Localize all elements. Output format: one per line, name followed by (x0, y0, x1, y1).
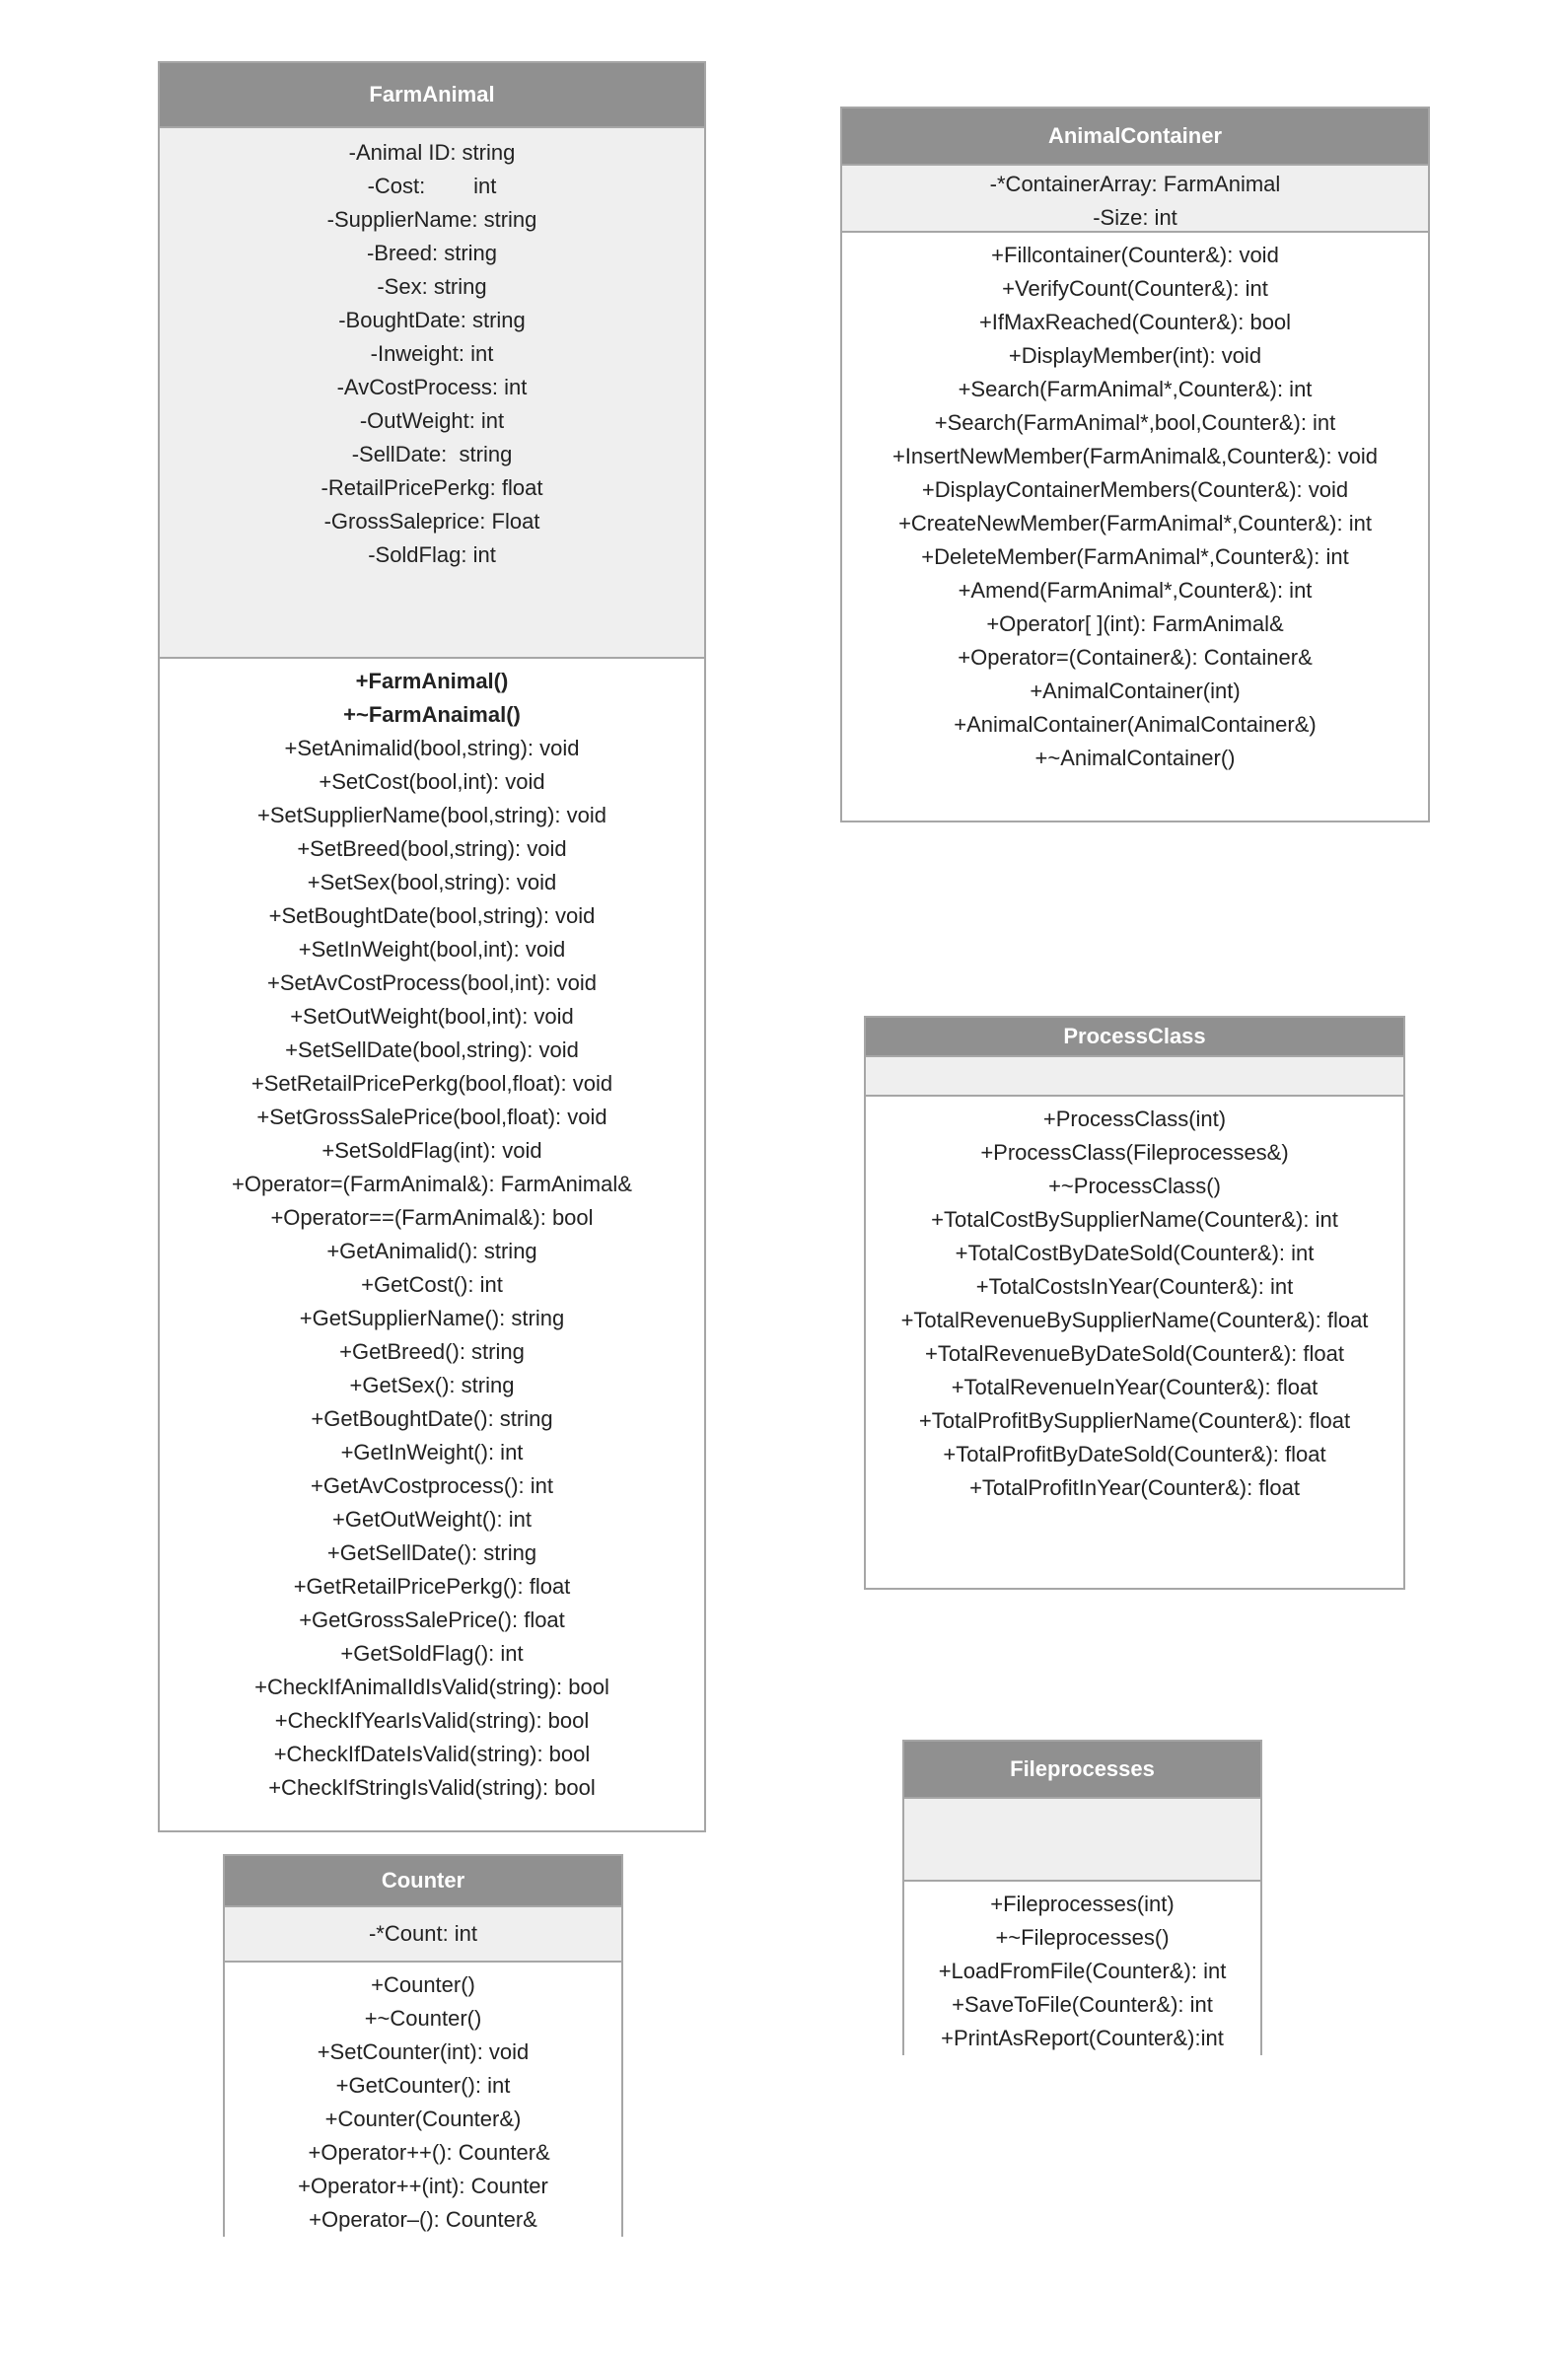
class-name: Fileprocesses (1010, 1756, 1155, 1781)
method-line: +SetInWeight(bool,int): void (298, 937, 566, 962)
method-line: +AnimalContainer(AnimalContainer&) (954, 712, 1317, 737)
attributes-compartment (160, 128, 704, 659)
method-line: +SetSex(bool,string): void (307, 870, 557, 894)
method-line: +TotalProfitBySupplierName(Counter&): float (918, 1408, 1351, 1433)
attribute-line: -*Count: int (368, 1921, 478, 1946)
method-line: +GetAvCostprocess(): int (311, 1473, 553, 1498)
method-line: +GetSex(): string (349, 1373, 515, 1397)
attribute-line: -*ContainerArray: FarmAnimal (989, 172, 1281, 196)
methods-compartment (842, 233, 1428, 775)
class-header (842, 108, 1428, 166)
attribute-line: -GrossSaleprice: Float (323, 509, 540, 534)
method-line: +Operator==(FarmAnimal&): bool (270, 1205, 594, 1230)
method-line: +CheckIfDateIsValid(string): bool (273, 1742, 591, 1766)
class-header (866, 1018, 1403, 1057)
method-line: +TotalCostsInYear(Counter&): int (975, 1274, 1294, 1299)
method-line: +SetOutWeight(bool,int): void (290, 1004, 574, 1029)
method-line: +CheckIfStringIsValid(string): bool (268, 1775, 596, 1800)
class-name: FarmAnimal (369, 82, 495, 107)
method-line: +SetAnimalid(bool,string): void (284, 736, 580, 760)
method-line: +CreateNewMember(FarmAnimal*,Counter&): int (898, 511, 1372, 536)
class-fileprocesses (902, 1740, 1262, 2055)
method-line: +Operator=(FarmAnimal&): FarmAnimal& (232, 1172, 632, 1196)
methods-compartment (160, 659, 704, 1805)
method-line: +GetBoughtDate(): string (311, 1406, 553, 1431)
class-process-class (864, 1016, 1405, 1590)
method-line: +Operator++(): Counter& (296, 2140, 550, 2165)
method-line: +SetAvCostProcess(bool,int): void (266, 970, 598, 995)
method-line: +SetRetailPricePerkg(bool,float): void (250, 1071, 613, 1096)
attributes-compartment (842, 166, 1428, 233)
method-line: +GetSupplierName(): string (299, 1306, 565, 1330)
method-line: +InsertNewMember(FarmAnimal&,Counter&): void (891, 444, 1379, 468)
method-line: +PrintAsReport(Counter&):int (941, 2026, 1224, 2050)
method-line: +Amend(FarmAnimal*,Counter&): int (958, 578, 1313, 603)
method-line: +GetSellDate(): string (326, 1540, 537, 1565)
method-line: +Counter() (371, 1972, 475, 1997)
attribute-line: -Breed: string (366, 241, 498, 265)
method-line: +GetOutWeight(): int (332, 1507, 532, 1532)
method-line: +~AnimalContainer() (1034, 746, 1236, 770)
method-line: +SetGrossSalePrice(bool,float): void (256, 1105, 607, 1129)
method-line: +TotalRevenueBySupplierName(Counter&): float (900, 1308, 1369, 1332)
method-line: +GetAnimalid(): string (326, 1239, 537, 1263)
method-line: +TotalCostByDateSold(Counter&): int (955, 1241, 1315, 1265)
attribute-line: -SellDate: string (351, 442, 513, 466)
attribute-line: -SupplierName: string (326, 207, 537, 232)
method-line: +TotalCostBySupplierName(Counter&): int (931, 1207, 1338, 1232)
attribute-line: -Animal ID: string (348, 140, 516, 165)
class-farm-animal (158, 61, 706, 1832)
attribute-line: -Inweight: int (370, 341, 494, 366)
methods-compartment (225, 1963, 621, 2237)
method-line: +GetGrossSalePrice(): float (299, 1608, 565, 1632)
attribute-line: -SoldFlag: int (368, 542, 496, 567)
method-line: +SetBoughtDate(bool,string): void (268, 903, 596, 928)
method-line: +GetBreed(): string (339, 1339, 525, 1364)
attribute-line: -RetailPricePerkg: float (321, 475, 543, 500)
method-line: +VerifyCount(Counter&): int (1002, 276, 1268, 301)
attributes-compartment (225, 1907, 621, 1963)
method-line: +AnimalContainer(int) (1030, 679, 1241, 703)
method-line: +~Fileprocesses() (995, 1925, 1170, 1950)
class-animal-container (840, 107, 1430, 822)
method-line: +SetCost(bool,int): void (319, 769, 545, 794)
attribute-line: -Sex: string (377, 274, 487, 299)
class-counter (223, 1854, 623, 2237)
method-line: +ProcessClass(int) (1042, 1107, 1227, 1131)
method-line: +Operator++(int): Counter (298, 2174, 548, 2198)
method-line: +Fileprocesses(int) (990, 1892, 1175, 1916)
method-line: +~Counter() (364, 2006, 482, 2031)
method-line: +TotalProfitByDateSold(Counter&): float (943, 1442, 1326, 1466)
method-line: +DisplayContainerMembers(Counter&): void (921, 477, 1349, 502)
method-line: +DisplayMember(int): void (1008, 343, 1262, 368)
method-line: +CheckIfAnimalIdIsValid(string): bool (254, 1675, 609, 1699)
method-line: +DeleteMember(FarmAnimal*,Counter&): int (921, 544, 1349, 569)
method-line: +IfMaxReached(Counter&): bool (978, 310, 1292, 334)
method-line: +ProcessClass(Fileprocesses&) (980, 1140, 1289, 1165)
method-line: +Operator=(Container&): Container& (958, 645, 1313, 670)
attribute-line: -OutWeight: int (359, 408, 505, 433)
class-name: Counter (381, 1868, 465, 1893)
method-line: +GetRetailPricePerkg(): float (293, 1574, 571, 1599)
class-header (225, 1856, 621, 1907)
method-line: +GetCounter(): int (335, 2073, 511, 2098)
method-line: +LoadFromFile(Counter&): int (938, 1959, 1227, 1983)
attribute-line: -AvCostProcess: int (336, 375, 528, 399)
attributes-compartment (904, 1799, 1260, 1882)
method-line: +SetCounter(int): void (317, 2039, 530, 2064)
method-line: +Search(FarmAnimal*,Counter&): int (958, 377, 1313, 401)
method-line: +Operator[ ](int): FarmAnimal& (986, 611, 1284, 636)
class-name: AnimalContainer (1047, 123, 1223, 148)
method-line: +Operator–(): Counter& (309, 2207, 537, 2232)
method-line: +Fillcontainer(Counter&): void (991, 243, 1279, 267)
attribute-line: -Cost: int (367, 174, 497, 198)
class-header (904, 1742, 1260, 1799)
method-line: +SetSupplierName(bool,string): void (256, 803, 606, 827)
method-line: +~ProcessClass() (1048, 1174, 1221, 1198)
method-line: +Counter(Counter&) (324, 2107, 522, 2131)
method-line: +SetBreed(bool,string): void (297, 836, 567, 861)
class-name: ProcessClass (1063, 1024, 1206, 1048)
method-line: +GetCost(): int (361, 1272, 503, 1297)
method-line: +Search(FarmAnimal*,bool,Counter&): int (934, 410, 1336, 435)
method-line: +FarmAnimal() (355, 669, 509, 693)
method-line: +TotalRevenueByDateSold(Counter&): float (925, 1341, 1344, 1366)
method-line: +SetSellDate(bool,string): void (285, 1037, 579, 1062)
method-line: +CheckIfYearIsValid(string): bool (274, 1708, 590, 1733)
methods-compartment (866, 1097, 1403, 1505)
attributes-compartment (866, 1057, 1403, 1097)
method-line: +GetInWeight(): int (340, 1440, 524, 1465)
method-line: +SaveToFile(Counter&): int (952, 1992, 1213, 2017)
method-line: +TotalProfitInYear(Counter&): float (969, 1475, 1300, 1500)
methods-compartment (904, 1882, 1260, 2055)
method-line: +TotalRevenueInYear(Counter&): float (951, 1375, 1319, 1399)
class-header (160, 63, 704, 128)
method-line: +~FarmAnaimal() (343, 702, 521, 727)
method-line: +SetSoldFlag(int): void (321, 1138, 542, 1163)
attribute-line: -Size: int (1093, 205, 1177, 230)
method-line: +GetSoldFlag(): int (340, 1641, 524, 1666)
attribute-line: -BoughtDate: string (338, 308, 526, 332)
